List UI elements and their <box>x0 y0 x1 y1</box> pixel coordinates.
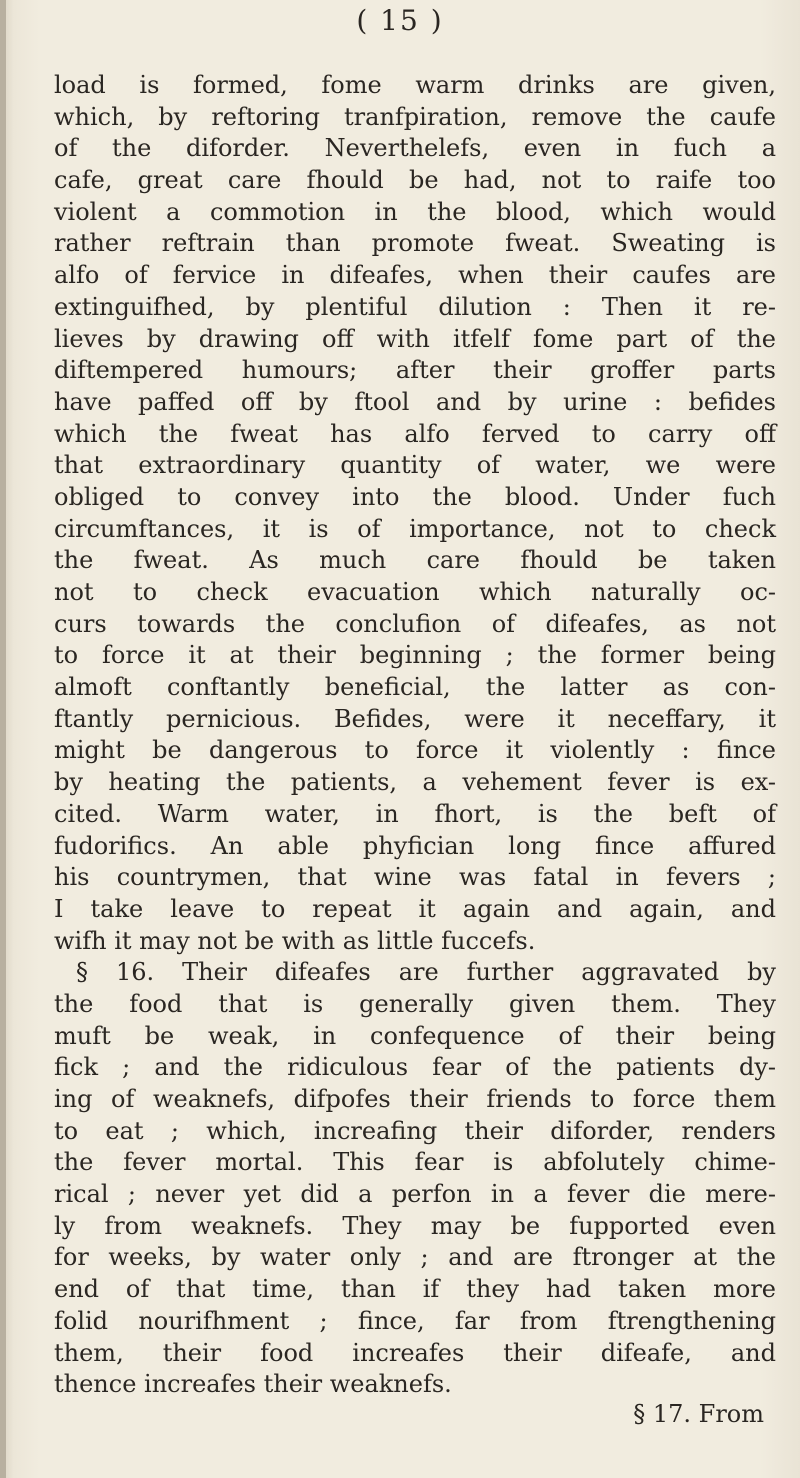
text-line: curs towards the conclufion of difeafes, as not <box>54 609 776 638</box>
text-line: that extraordinary quantity of water, we were <box>54 451 776 480</box>
text-line: end of that time, than if they had taken more <box>54 1275 776 1304</box>
text-line: folid nourifhment ; fince, far from ftrengthening <box>54 1306 776 1335</box>
text-line: the food that is generally given them. They <box>54 989 776 1018</box>
text-line: the fever mortal. This fear is abfolutely chime- <box>54 1148 776 1177</box>
text-line: fudorifics. An able phyfician long fince affured <box>54 831 776 860</box>
text-line: have paffed off by ftool and by urine : befides <box>54 387 776 416</box>
text-line: circumftances, it is of importance, not to check <box>54 514 776 543</box>
text-line: ing of weaknefs, difpofes their friends to force them <box>54 1085 776 1113</box>
text-line: I take leave to repeat it again and again, and <box>54 894 776 923</box>
text-line: the fweat. As much care fhould be taken <box>54 546 776 575</box>
text-line: might be dangerous to force it violently : fince <box>54 736 776 765</box>
text-line: cafe, great care fhould be had, not to raife too <box>54 166 776 195</box>
text-line: lieves by drawing off with itfelf fome part of the <box>54 324 776 353</box>
page-number: ( 15 ) <box>356 4 444 37</box>
text-line: violent a commotion in the blood, which would <box>54 197 776 226</box>
text-line: ftantly pernicious. Befides, were it neceffary, it <box>54 704 776 733</box>
catchword: § 17. From <box>633 1400 764 1428</box>
text-line: extinguifhed, by plentiful dilution : Then it re- <box>54 292 776 321</box>
text-line: cited. Warm water, in fhort, is the beft of <box>54 799 776 828</box>
text-line: to eat ; which, increafing their diforder, renders <box>54 1116 776 1145</box>
text-line: obliged to convey into the blood. Under fuch <box>54 482 776 511</box>
text-line: almoft conftantly beneficial, the latter as con- <box>54 673 776 702</box>
text-line: to force it at their beginning ; the former being <box>54 641 776 670</box>
text-line: by heating the patients, a vehement fever is ex- <box>54 768 776 797</box>
body-text <box>54 70 776 1401</box>
text-line: fick ; and the ridiculous fear of the patients dy- <box>54 1053 776 1082</box>
text-line: muft be weak, in confequence of their being <box>54 1021 776 1050</box>
text-line: which, by reftoring tranfpiration, remove the caufe <box>54 102 776 131</box>
text-line: diftempered humours; after their groffer parts <box>54 356 776 385</box>
text-line: thence increafes their weaknefs. <box>54 1370 452 1399</box>
text-line: them, their food increafes their difeafe, and <box>54 1338 776 1367</box>
text-line: ly from weaknefs. They may be fupported even <box>54 1211 776 1240</box>
text-line: load is formed, fome warm drinks are given, <box>54 71 776 99</box>
section-heading-line: § 16. Their difeafes are further aggravated by <box>76 958 776 987</box>
binding-edge <box>0 0 6 1478</box>
text-line: for weeks, by water only ; and are ftronger at the <box>54 1243 776 1272</box>
text-line: rical ; never yet did a perfon in a fever die mere- <box>54 1180 776 1209</box>
text-line: which the fweat has alfo ferved to carry off <box>54 419 776 448</box>
text-line: of the diforder. Neverthelefs, even in fuch a <box>54 134 776 163</box>
text-line: not to check evacuation which naturally oc- <box>54 578 776 606</box>
text-line: alfo of fervice in difeafes, when their caufes are <box>54 261 776 290</box>
text-line: wifh it may not be with as little fuccefs. <box>54 926 536 955</box>
text-line: his countrymen, that wine was fatal in fevers ; <box>54 863 776 892</box>
text-line: rather reftrain than promote fweat. Sweating is <box>54 229 776 258</box>
